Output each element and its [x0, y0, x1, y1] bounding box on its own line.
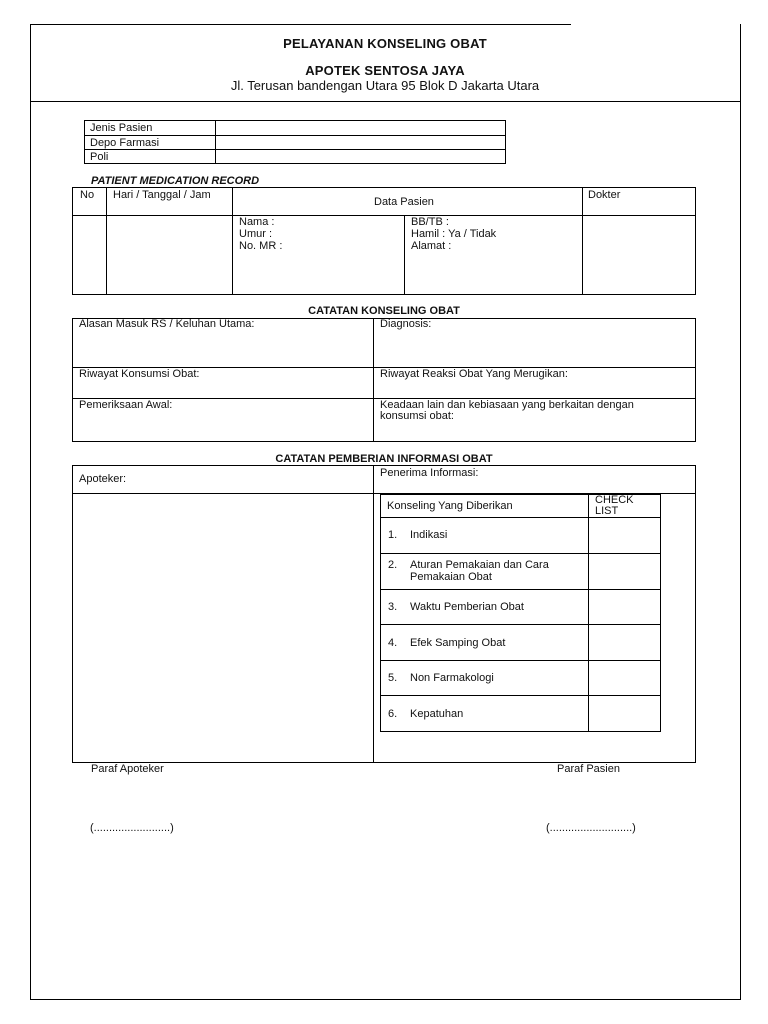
record-col-line: [582, 187, 583, 295]
checklist-item: [380, 708, 588, 722]
check-list-header-1: CHECK: [595, 494, 634, 506]
field-bbtb: BB/TB :: [411, 216, 449, 228]
checklist-item: [380, 559, 588, 587]
field-nama: Nama :: [239, 216, 275, 228]
checklist-item-number: 1.: [388, 529, 398, 541]
checklist-item-label: Waktu Pemberian Obat: [410, 601, 524, 613]
label-riwayat-reaksi: Riwayat Reaksi Obat Yang Merugikan:: [380, 368, 568, 380]
checklist-item-label: Aturan Pemakaian dan Cara Pemakaian Obat: [410, 559, 549, 583]
pharmacy-name: APOTEK SENTOSA JAYA: [305, 63, 465, 78]
record-header-line: [72, 215, 696, 216]
label-keadaan-2: konsumsi obat:: [380, 410, 454, 422]
patient-info-rowline: [84, 135, 506, 136]
checklist-item: [380, 601, 588, 615]
label-keadaan-1: Keadaan lain dan kebiasaan yang berkaitan dengan: [380, 399, 634, 411]
checklist-row-line: [380, 695, 661, 696]
checklist-item-number: 4.: [388, 637, 398, 649]
record-data-split: [404, 215, 405, 295]
label-jenis-pasien: Jenis Pasien: [90, 122, 153, 134]
info-col-line: [373, 465, 374, 763]
checklist-item: [380, 637, 588, 651]
checklist-item-number: 3.: [388, 601, 398, 613]
field-hamil: Hamil : Ya / Tidak: [411, 228, 497, 240]
counseling-frame: [72, 318, 696, 442]
checklist-row-line: [380, 660, 661, 661]
info-title: CATATAN PEMBERIAN INFORMASI OBAT: [275, 453, 493, 465]
check-list-header-2: LIST: [595, 505, 619, 517]
checklist-item-number: 6.: [388, 708, 398, 720]
label-poli: Poli: [90, 151, 109, 163]
checklist-row-line: [380, 517, 661, 518]
col-no: No: [80, 189, 95, 201]
label-diagnosis: Diagnosis:: [380, 318, 432, 330]
header-divider: [30, 101, 741, 102]
checklist-item-label: Kepatuhan: [410, 708, 464, 720]
page-border-right: [740, 24, 741, 1000]
signature-apoteker-label: Paraf Apoteker: [91, 763, 164, 775]
checklist-item-label: Efek Samping Obat: [410, 637, 506, 649]
col-date: Hari / Tanggal / Jam: [113, 189, 211, 201]
signature-pasien-label: Paraf Pasien: [557, 763, 620, 775]
field-no-mr: No. MR :: [239, 240, 283, 252]
form-title: PELAYANAN KONSELING OBAT: [283, 36, 487, 51]
checklist-item: [380, 529, 588, 543]
pharmacy-address: Jl. Terusan bandengan Utara 95 Blok D Jakarta Utara: [230, 78, 540, 93]
checklist-item-label: Indikasi: [410, 529, 448, 541]
field-umur: Umur :: [239, 228, 272, 240]
label-depo-farmasi: Depo Farmasi: [90, 137, 160, 149]
label-penerima: Penerima Informasi:: [380, 467, 479, 479]
checklist-header: Konseling Yang Diberikan: [387, 500, 513, 512]
checklist-item-label: Non Farmakologi: [410, 672, 494, 684]
col-data-pasien: Data Pasien: [374, 196, 434, 208]
label-pemeriksaan: Pemeriksaan Awal:: [79, 399, 173, 411]
counseling-col-line: [373, 318, 374, 442]
field-alamat: Alamat :: [411, 240, 452, 252]
page-border-bottom: [30, 999, 741, 1000]
record-col-line: [232, 187, 233, 295]
label-alasan: Alasan Masuk RS / Keluhan Utama:: [79, 318, 255, 330]
record-col-line: [106, 187, 107, 295]
record-title: PATIENT MEDICATION RECORD: [91, 175, 260, 187]
checklist-item-number: 5.: [388, 672, 398, 684]
signature-pasien-line: (...........................): [546, 822, 636, 834]
page-border-top: [30, 24, 571, 25]
col-doctor: Dokter: [588, 189, 621, 201]
checklist-row-line: [380, 589, 661, 590]
checklist-row-line: [380, 624, 661, 625]
counseling-title: CATATAN KONSELING OBAT: [308, 305, 460, 317]
page-border-left: [30, 24, 31, 1000]
patient-info-divider: [215, 120, 216, 164]
patient-info-rowline: [84, 149, 506, 150]
checklist-item-number: 2.: [388, 559, 398, 571]
signature-apoteker-line: (.........................): [90, 822, 174, 834]
checklist-row-line: [380, 553, 661, 554]
label-riwayat-konsumsi: Riwayat Konsumsi Obat:: [79, 368, 200, 380]
label-apoteker: Apoteker:: [79, 473, 127, 485]
checklist-item: [380, 672, 588, 686]
